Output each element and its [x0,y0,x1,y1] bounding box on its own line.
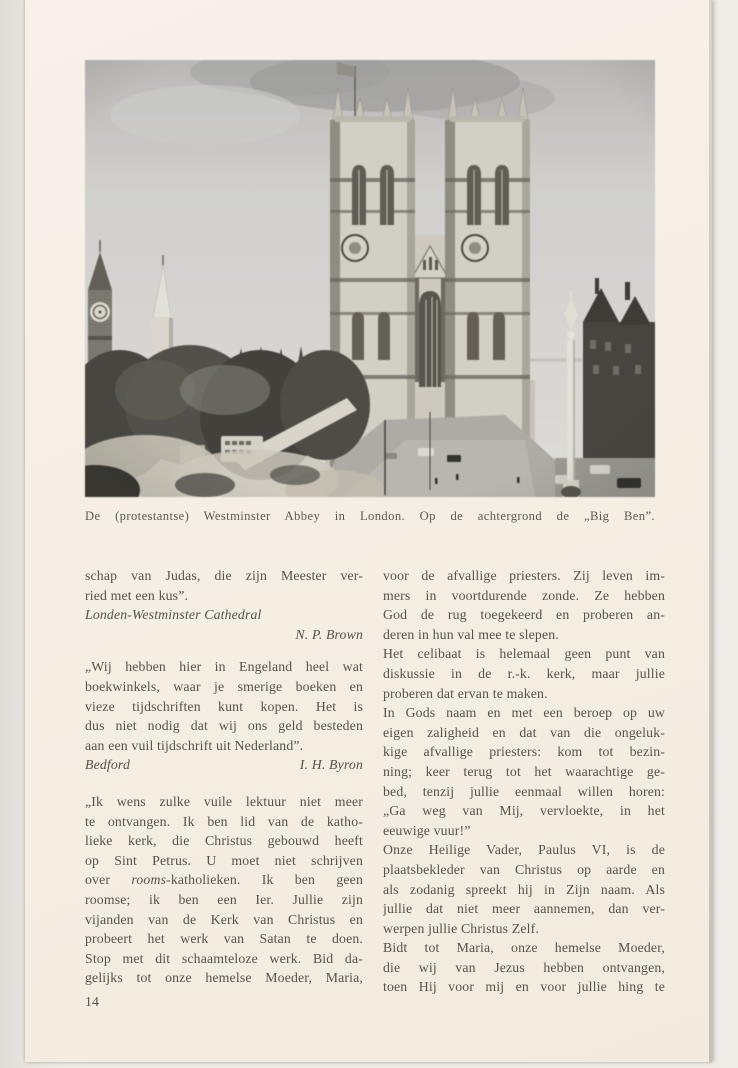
text-line: boekwinkels, waar je smerige boeken en [85,678,363,694]
text-span: over [85,872,132,888]
text-line: Onze Heilige Vader, Paulus VI, is de [383,842,665,858]
text-line: proberen dat ervan te maken. [383,685,548,701]
text-line: lieke kerk, die Christus gebouwd heeft [85,833,363,849]
text-line: deren in hun val mee te slepen. [383,626,559,642]
page-number: 14 [85,993,100,1009]
text-line: voor de afvallige priesters. Zij leven im- [383,568,665,583]
text-line: God de rug toegekeerd en proberen an- [383,607,665,623]
text-line: „Ik wens zulke vuile lektuur niet meer [85,793,363,809]
attribution-row [85,755,363,775]
text-line: schap van Judas, die zijn Meester ver- [85,568,363,583]
text-line: vieze tijdschriften kunt kopen. Het is [85,698,363,714]
text-line: als zodanig spreekt hij in Zijn naam. Als [383,881,665,897]
text-line: Het celibaat is helemaal geen punt van [383,646,665,662]
text-line: plaatsbekleder van Christus op aarde en [383,861,665,877]
photo-illustration [85,60,655,497]
text-line: toen Hij voor mij en voor jullie hing te [383,979,665,995]
text-line: eeuwige vuur!” [383,822,471,838]
text-line: roomse; ik ben een Ier. Jullie zijn [85,891,363,907]
text-line: probeert het werk van Satan te doen. [85,931,363,947]
italic-word: rooms [131,872,167,888]
text-line: dus niet nodig dat wij ons geld besteden [85,718,363,734]
source-line: Londen-Westminster Cathedral [85,607,262,623]
text-line: eigen zaligheid en dat van die ongeluk- [383,724,665,740]
text-line: „Ga weg van Mij, vervloekte, in het [383,803,665,819]
text-line: op Sint Petrus. U moet niet schrijven [85,852,363,868]
text-line: aan een vuil tijdschrift uit Nederland”. [85,737,304,753]
text-line: In Gods naam en met een beroep op uw [383,705,665,721]
text-line: „Wij hebben hier in Engeland heel wat [85,659,363,675]
source-label: Bedford [85,757,130,773]
magazine-page [25,0,712,1062]
text-column-right [383,566,665,997]
text-line: gelijks tot onze hemelse Moeder, Maria, [85,970,363,986]
text-line: ning; keer terug tot het waarachtige ge- [383,763,665,779]
text-line: te ontvangen. Ik ben lid van de katho- [85,813,363,829]
text-line: ried met een kus”. [85,587,189,603]
text-column-left [85,566,363,1011]
text-line: jullie dat niet meer aannemen, dan ver- [383,901,665,917]
text-line: Stop met dit schaamteloze werk. Bid da- [85,950,363,966]
author-name: I. H. Byron [299,757,363,773]
text-line-mixed [85,870,363,890]
text-line: Bidt tot Maria, onze hemelse Moeder, [383,940,665,956]
text-line: diskussie in de r.-k. kerk, maar jullie [383,665,665,681]
photo-westminster-abbey [85,60,655,497]
text-line: kige afvallige priesters: kom tot bezin- [383,744,665,760]
author-line: N. P. Brown [295,626,363,642]
text-line: die wij van Jezus hebben ontvangen, [383,959,665,975]
text-line: mers in voortdurende zonde. Ze hebben [383,587,665,603]
photo-caption: De (protestantse) Westminster Abbey in London. Op de achtergrond de „Big Ben”. [85,509,655,523]
text-line: vijanden van de Kerk van Christus en [85,911,363,927]
text-line: werpen jullie Christus Zelf. [383,920,539,936]
text-span: -katholieken. Ik ben geen [166,872,363,888]
text-line: bed, tenzij jullie eenmaal willen horen: [383,783,665,799]
